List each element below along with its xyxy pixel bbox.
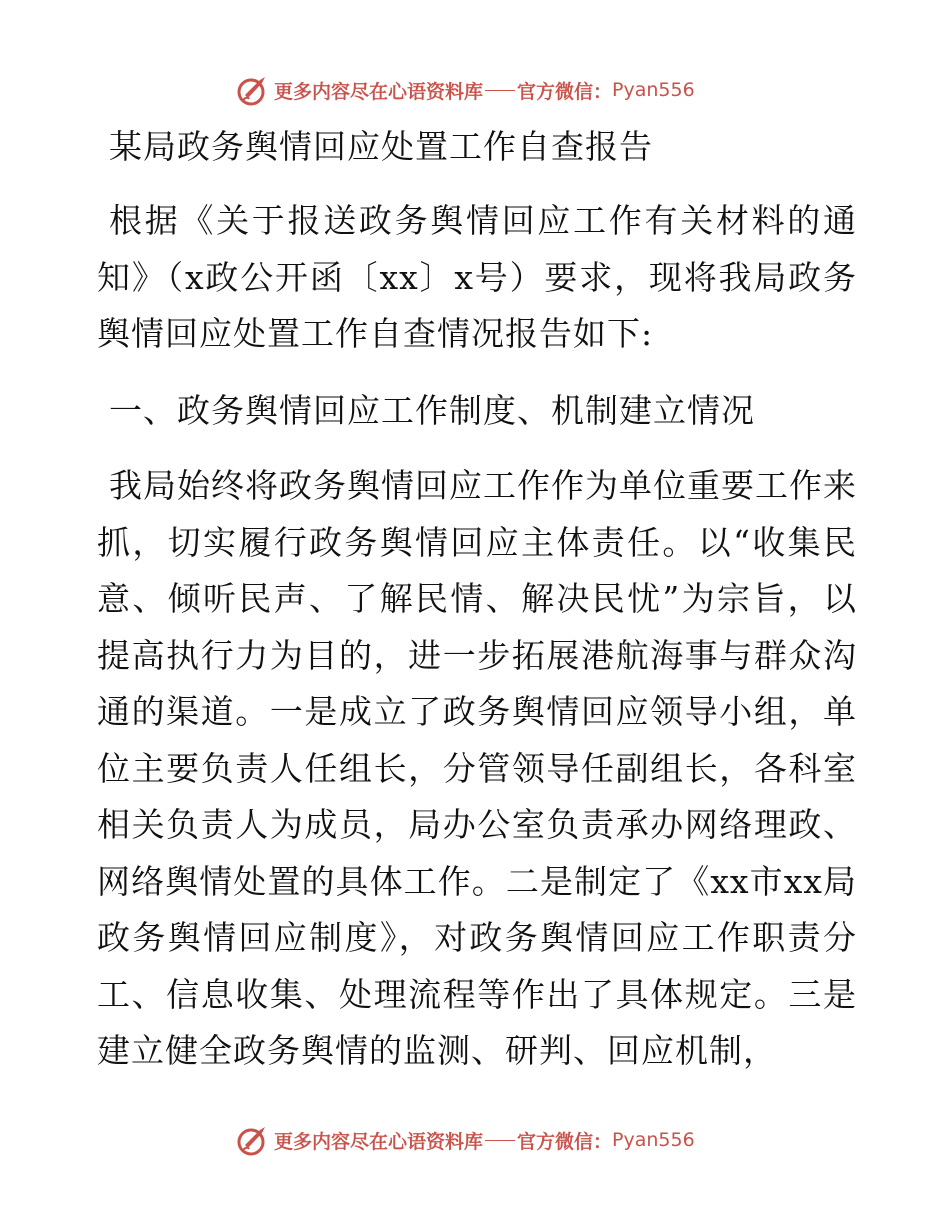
section-1-body-block: [97, 458, 857, 1080]
watermark-separator: [485, 1140, 515, 1141]
intro-paragraph: 根据《关于报送政务舆情回应工作有关材料的通知》（x政公开函〔xx〕x号）要求，现将我局政务舆情回应处置工作自查情况报告如下:: [97, 201, 857, 353]
brush-pen-logo-icon: [236, 73, 270, 107]
watermark-main-text: 更多内容尽在心语资料库: [274, 1130, 484, 1153]
intro-paragraph-block: [97, 193, 857, 363]
header-watermark: [236, 72, 695, 108]
section-1-body: 我局始终将政务舆情回应工作作为单位重要工作来抓，切实履行政务舆情回应主体责任。以“收集民意、倾听民声、了解民情、解决民忧”为宗旨，以提高执行力为目的，进一步拓展港航海事与群众沟通的渠道。一是成立了政务舆情回应领导小组，单位主要负责人任组长，分管领导任副组长，各科室相关负责人为成员，局办公室负责承办网络理政、网络舆情处置的具体工作。二是制定了《xx市xx局政务舆情回应制度》，对政务舆情回应工作职责分工、信息收集、处理流程等作出了具体规定。三是建立健全政务舆情的监测、研判、回应机制，: [97, 466, 857, 1070]
watermark-wechat-id: Pyan556: [612, 79, 695, 101]
document-title: 某局政务舆情回应处置工作自查报告: [109, 127, 653, 166]
watermark-tail-text: 官方微信：: [517, 1130, 613, 1153]
watermark-tail-text: 官方微信：: [517, 80, 613, 103]
section-1-heading-block: [97, 383, 857, 440]
watermark-main-text: 更多内容尽在心语资料库: [274, 80, 484, 103]
watermark-wechat-id: Pyan556: [612, 1129, 695, 1151]
watermark-separator: [485, 90, 515, 91]
footer-watermark: [236, 1122, 695, 1158]
section-1-heading: 一、政务舆情回应工作制度、机制建立情况: [109, 391, 755, 430]
brush-pen-logo-icon: [236, 1123, 270, 1157]
